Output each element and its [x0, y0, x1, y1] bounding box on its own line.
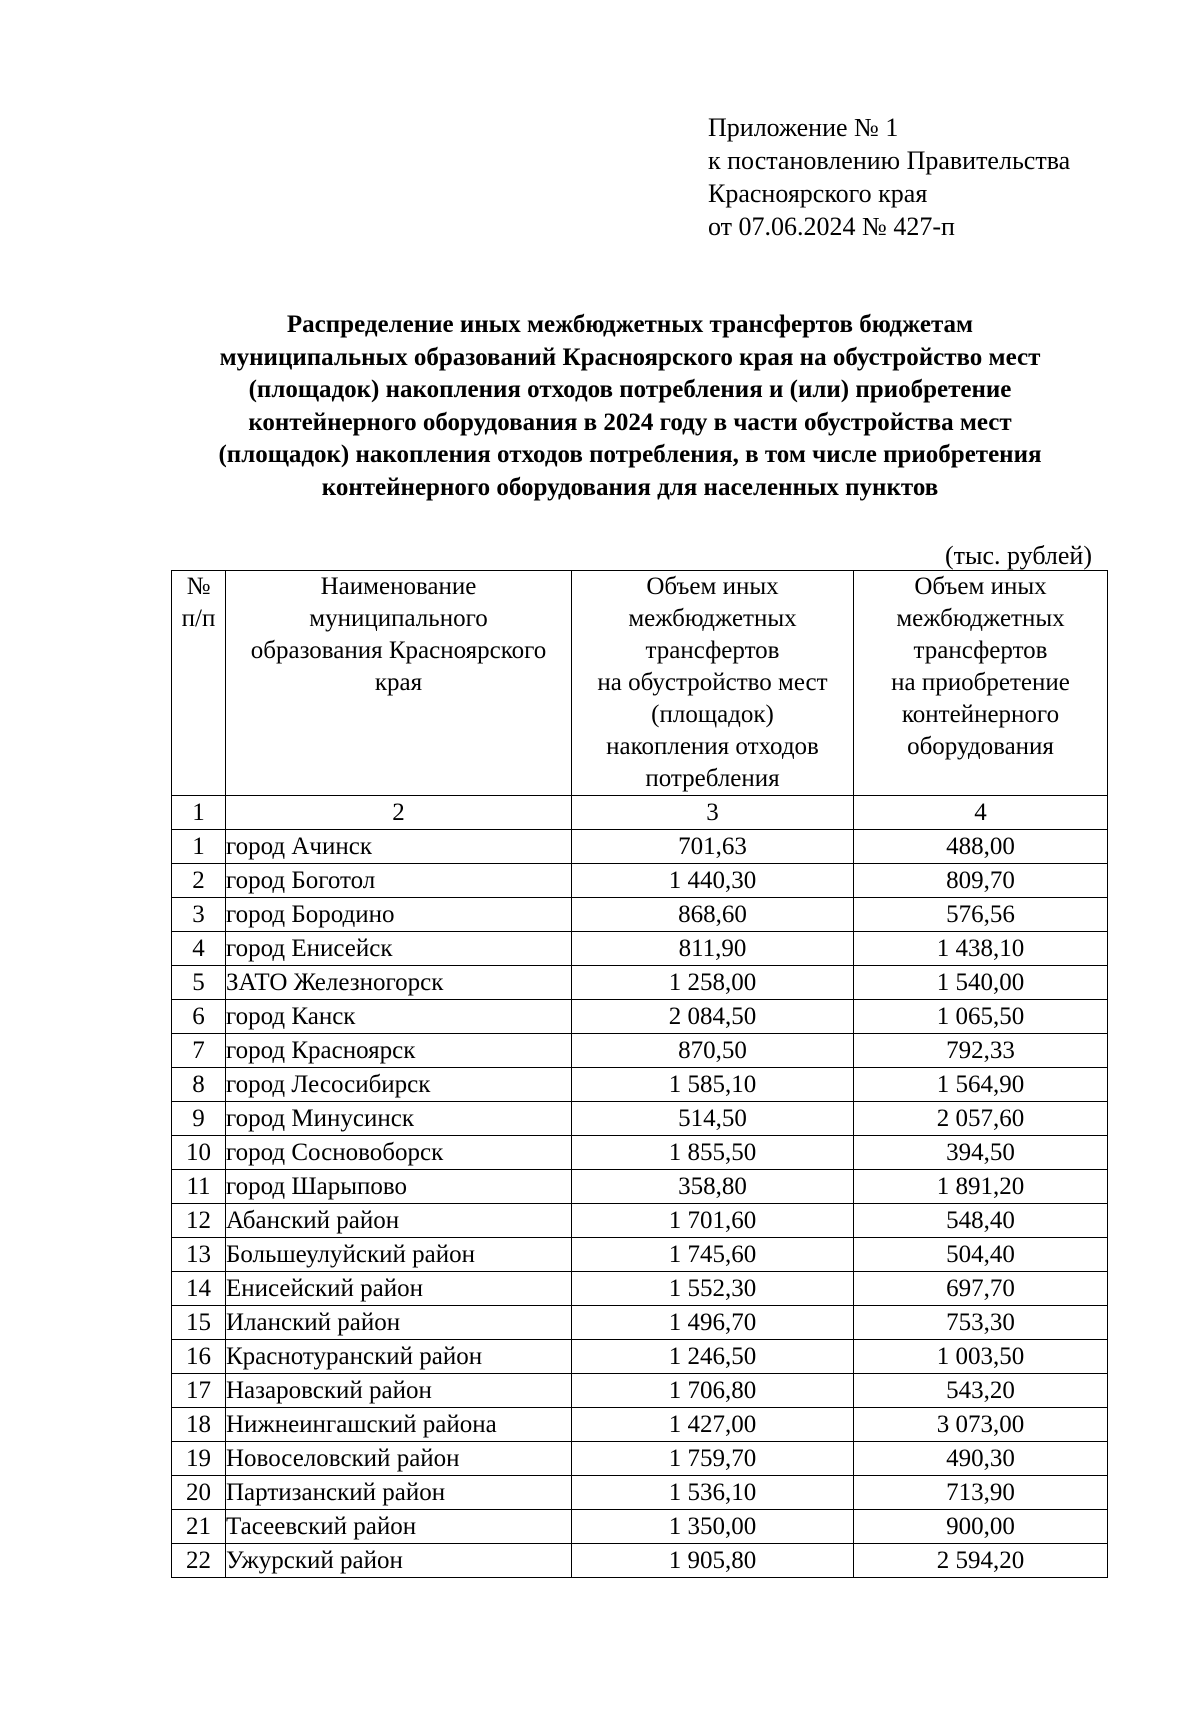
- volume-containers-value: 753,30: [854, 1306, 1108, 1340]
- appendix-block: [708, 111, 1070, 243]
- appendix-line: от 07.06.2024 № 427-п: [708, 212, 955, 241]
- municipality-name: город Красноярск: [226, 1034, 572, 1068]
- table-row: [172, 1442, 1108, 1476]
- row-number: 8: [172, 1068, 226, 1102]
- row-number: 16: [172, 1340, 226, 1374]
- header-line: межбюджетных: [896, 605, 1065, 632]
- appendix-line: Красноярского края: [708, 179, 928, 208]
- table-row: [172, 1034, 1108, 1068]
- row-number: 2: [172, 864, 226, 898]
- table-header-row: [172, 571, 1108, 796]
- row-number: 6: [172, 1000, 226, 1034]
- municipality-name: город Боготол: [226, 864, 572, 898]
- volume-containers-value: 1 891,20: [854, 1170, 1108, 1204]
- table-row: [172, 898, 1108, 932]
- appendix-line: Приложение № 1: [708, 113, 899, 142]
- header-line: края: [374, 669, 423, 696]
- volume-containers-value: 697,70: [854, 1272, 1108, 1306]
- row-number: 13: [172, 1238, 226, 1272]
- volume-sites-value: 1 552,30: [572, 1272, 854, 1306]
- row-number: 15: [172, 1306, 226, 1340]
- volume-sites-value: 2 084,50: [572, 1000, 854, 1034]
- volume-sites-value: 811,90: [572, 932, 854, 966]
- municipality-name: город Шарыпово: [226, 1170, 572, 1204]
- volume-sites-value: 868,60: [572, 898, 854, 932]
- volume-containers-value: 1 065,50: [854, 1000, 1108, 1034]
- municipality-name: Тасеевский район: [226, 1510, 572, 1544]
- title-line: муниципальных образований Красноярского края на обустройство мест: [219, 343, 1041, 371]
- volume-sites-value: 1 759,70: [572, 1442, 854, 1476]
- table-row: [172, 1272, 1108, 1306]
- volume-containers-value: 2 057,60: [854, 1102, 1108, 1136]
- header-line: межбюджетных: [628, 605, 797, 632]
- row-number: 7: [172, 1034, 226, 1068]
- municipality-name: Партизанский район: [226, 1476, 572, 1510]
- header-line: п/п: [181, 605, 216, 632]
- volume-containers-value: 713,90: [854, 1476, 1108, 1510]
- volume-containers-value: 488,00: [854, 830, 1108, 864]
- municipality-name: город Бородино: [226, 898, 572, 932]
- title-line: (площадок) накопления отходов потребления, в том числе приобретения: [218, 441, 1042, 468]
- header-number: [172, 571, 226, 796]
- volume-sites-value: 1 745,60: [572, 1238, 854, 1272]
- appendix-line: к постановлению Правительства: [708, 146, 1071, 175]
- municipality-name: Абанский район: [226, 1204, 572, 1238]
- table-body: [172, 830, 1108, 1578]
- municipality-name: Нижнеингашский района: [226, 1408, 572, 1442]
- table-row: [172, 864, 1108, 898]
- title-line: (площадок) накопления отходов потребления и (или) приобретение: [248, 376, 1012, 403]
- volume-containers-value: 809,70: [854, 864, 1108, 898]
- municipality-name: город Енисейск: [226, 932, 572, 966]
- municipality-name: Новоселовский район: [226, 1442, 572, 1476]
- table-row: [172, 1510, 1108, 1544]
- table-row: [172, 1102, 1108, 1136]
- table-row: [172, 830, 1108, 864]
- header-line: (площадок): [651, 701, 774, 728]
- table-row: [172, 1204, 1108, 1238]
- volume-sites-value: 358,80: [572, 1170, 854, 1204]
- header-line: на обустройство мест: [597, 669, 828, 696]
- volume-containers-value: 2 594,20: [854, 1544, 1108, 1578]
- column-number: 1: [172, 796, 226, 830]
- row-number: 9: [172, 1102, 226, 1136]
- header-line: образования Красноярского: [250, 637, 547, 664]
- volume-containers-value: 1 540,00: [854, 966, 1108, 1000]
- municipality-name: Большеулуйский район: [226, 1238, 572, 1272]
- header-line: трансфертов: [645, 637, 780, 664]
- municipality-name: город Сосновоборск: [226, 1136, 572, 1170]
- header-line: №: [186, 573, 211, 600]
- header-volume-containers: [854, 571, 1108, 796]
- municipality-name: ЗАТО Железногорск: [226, 966, 572, 1000]
- column-number: 2: [226, 796, 572, 830]
- row-number: 18: [172, 1408, 226, 1442]
- table-row: [172, 1306, 1108, 1340]
- document-title: [120, 309, 1140, 504]
- volume-containers-value: 1 003,50: [854, 1340, 1108, 1374]
- volume-sites-value: 1 258,00: [572, 966, 854, 1000]
- volume-containers-value: 490,30: [854, 1442, 1108, 1476]
- header-line: на приобретение: [891, 669, 1070, 696]
- table-row: [172, 1000, 1108, 1034]
- column-number: 3: [572, 796, 854, 830]
- table-row: [172, 1476, 1108, 1510]
- table-row: [172, 932, 1108, 966]
- header-line: контейнерного: [901, 701, 1060, 728]
- volume-sites-value: 701,63: [572, 830, 854, 864]
- header-volume-sites: [572, 571, 854, 796]
- municipality-name: Ужурский район: [226, 1544, 572, 1578]
- volume-containers-value: 394,50: [854, 1136, 1108, 1170]
- column-number: 4: [854, 796, 1108, 830]
- table-row: [172, 1136, 1108, 1170]
- header-line: трансфертов: [913, 637, 1048, 664]
- table-row: [172, 1374, 1108, 1408]
- volume-containers-value: 792,33: [854, 1034, 1108, 1068]
- volume-sites-value: 1 905,80: [572, 1544, 854, 1578]
- municipality-name: город Канск: [226, 1000, 572, 1034]
- row-number: 17: [172, 1374, 226, 1408]
- volume-containers-value: 900,00: [854, 1510, 1108, 1544]
- table-row: [172, 1340, 1108, 1374]
- volume-containers-value: 1 438,10: [854, 932, 1108, 966]
- volume-sites-value: 1 701,60: [572, 1204, 854, 1238]
- municipality-name: Назаровский район: [226, 1374, 572, 1408]
- row-number: 19: [172, 1442, 226, 1476]
- title-line: контейнерного оборудования в 2024 году в части обустройства мест: [248, 408, 1012, 436]
- table-row: [172, 966, 1108, 1000]
- row-number: 5: [172, 966, 226, 1000]
- volume-containers-value: 504,40: [854, 1238, 1108, 1272]
- volume-containers-value: 548,40: [854, 1204, 1108, 1238]
- municipality-name: Краснотуранский район: [226, 1340, 572, 1374]
- municipality-name: город Ачинск: [226, 830, 572, 864]
- volume-containers-value: 1 564,90: [854, 1068, 1108, 1102]
- volume-sites-value: 1 585,10: [572, 1068, 854, 1102]
- volume-sites-value: 1 536,10: [572, 1476, 854, 1510]
- units-label: (тыс. рублей): [944, 541, 1092, 570]
- table-row: [172, 1408, 1108, 1442]
- volume-containers-value: 543,20: [854, 1374, 1108, 1408]
- table-row: [172, 1238, 1108, 1272]
- municipality-name: город Лесосибирск: [226, 1068, 572, 1102]
- header-line: накопления отходов: [606, 733, 819, 760]
- transfers-table: [171, 570, 1108, 1578]
- column-numbers-row: [172, 796, 1108, 830]
- volume-sites-value: 1 496,70: [572, 1306, 854, 1340]
- municipality-name: Иланский район: [226, 1306, 572, 1340]
- table-row: [172, 1068, 1108, 1102]
- volume-sites-value: 514,50: [572, 1102, 854, 1136]
- header-line: Объем иных: [914, 573, 1047, 600]
- header-line: потребления: [645, 765, 780, 792]
- table-row: [172, 1544, 1108, 1578]
- row-number: 1: [172, 830, 226, 864]
- row-number: 20: [172, 1476, 226, 1510]
- row-number: 12: [172, 1204, 226, 1238]
- volume-containers-value: 576,56: [854, 898, 1108, 932]
- municipality-name: Енисейский район: [226, 1272, 572, 1306]
- row-number: 14: [172, 1272, 226, 1306]
- volume-sites-value: 1 440,30: [572, 864, 854, 898]
- volume-sites-value: 1 350,00: [572, 1510, 854, 1544]
- row-number: 3: [172, 898, 226, 932]
- row-number: 11: [172, 1170, 226, 1204]
- volume-containers-value: 3 073,00: [854, 1408, 1108, 1442]
- volume-sites-value: 1 427,00: [572, 1408, 854, 1442]
- row-number: 22: [172, 1544, 226, 1578]
- volume-sites-value: 870,50: [572, 1034, 854, 1068]
- title-line: контейнерного оборудования для населенных пунктов: [321, 473, 939, 501]
- municipality-name: город Минусинск: [226, 1102, 572, 1136]
- header-line: Объем иных: [646, 573, 779, 600]
- header-line: муниципального: [309, 605, 488, 632]
- header-line: Наименование: [320, 573, 477, 600]
- volume-sites-value: 1 706,80: [572, 1374, 854, 1408]
- row-number: 10: [172, 1136, 226, 1170]
- title-line: Распределение иных межбюджетных трансфертов бюджетам: [286, 311, 974, 338]
- volume-sites-value: 1 246,50: [572, 1340, 854, 1374]
- volume-sites-value: 1 855,50: [572, 1136, 854, 1170]
- header-line: оборудования: [907, 733, 1054, 760]
- table-row: [172, 1170, 1108, 1204]
- row-number: 21: [172, 1510, 226, 1544]
- row-number: 4: [172, 932, 226, 966]
- header-municipality: [226, 571, 572, 796]
